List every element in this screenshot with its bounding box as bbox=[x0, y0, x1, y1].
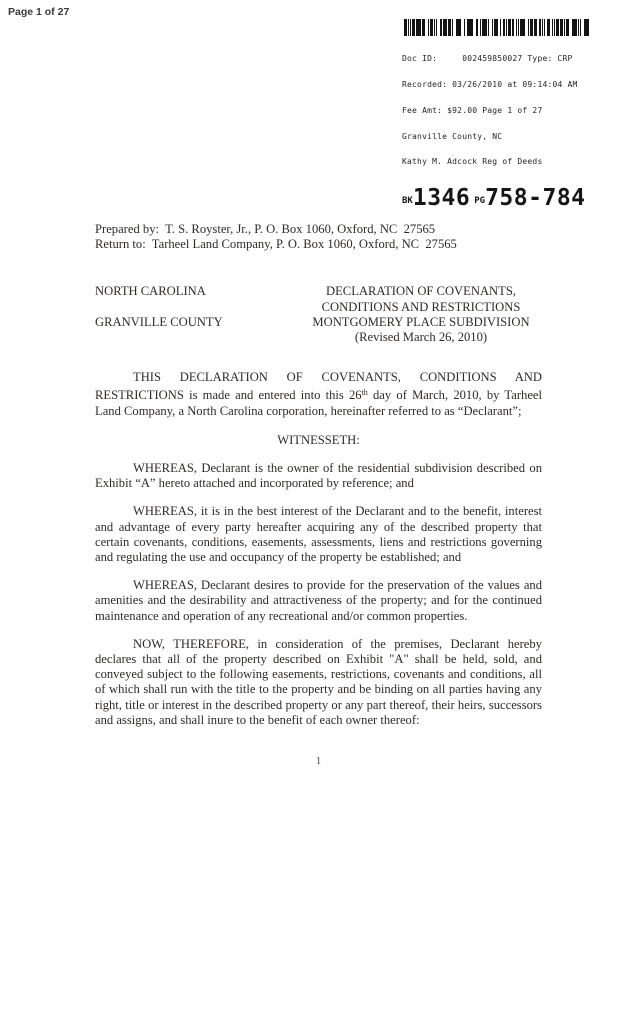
return-to-line: Return to: Tarheel Land Company, P. O. Box 1060, Oxford, NC 27565 bbox=[95, 237, 457, 252]
book-page-line bbox=[402, 185, 592, 211]
prepared-by-line: Prepared by: T. S. Royster, Jr., P. O. Box 1060, Oxford, NC 27565 bbox=[95, 222, 436, 236]
stamp-register: Kathy M. Adcock Reg of Deeds bbox=[402, 157, 543, 167]
page-range: 758-784 bbox=[485, 185, 586, 212]
document-title bbox=[300, 284, 542, 345]
page-label: PG bbox=[474, 196, 486, 207]
paragraph-whereas-1: WHEREAS, Declarant is the owner of the residential subdivision described on Exhibit “A” hereto attached and incorporated by reference; and bbox=[95, 461, 542, 491]
stamp-text-block bbox=[402, 38, 592, 184]
title-line-2: CONDITIONS AND RESTRICTIONS bbox=[321, 299, 521, 314]
caption-block bbox=[95, 284, 542, 345]
title-line-1: DECLARATION OF COVENANTS, bbox=[326, 284, 516, 299]
stamp-doc-id: Doc ID: 002459850027 Type: CRP bbox=[402, 54, 573, 64]
stamp-fee: Fee Amt: $92.00 Page 1 of 27 bbox=[402, 105, 543, 115]
page-indicator: Page 1 of 27 bbox=[8, 6, 70, 18]
stamp-recorded: Recorded: 03/26/2010 at 09:14:04 AM bbox=[402, 79, 578, 89]
paragraph-declaration-text-cont: day of March, 2010, by Tarheel Land Company, a North Carolina corporation, hereinafter referred to as “Declarant”; bbox=[95, 388, 542, 418]
title-line-3: MONTGOMERY PLACE SUBDIVISION bbox=[312, 314, 530, 329]
paragraph-declaration-text: THIS DECLARATION OF COVENANTS, CONDITIONS AND RESTRICTIONS is made and entered into this 26 bbox=[95, 370, 542, 403]
paragraph-whereas-2: WHEREAS, it is in the best interest of the Declarant and to the benefit, interest and advantage of every party hereafter acquiring any of the described property that certain covenants, conditions, easements, assessments, liens and restrictions governing and regulating the use and occupancy of the property be established; and bbox=[95, 504, 542, 565]
witnesseth-heading: WITNESSETH: bbox=[277, 432, 360, 447]
paragraph-declaration bbox=[95, 370, 542, 419]
paragraph-now-therefore: NOW, THEREFORE, in consideration of the premises, Declarant hereby declares that all of the property described on Exhibit "A" shall be held, sold, and conveyed subject to the following easements, restrictions, covenants and conditions, all of which shall run with the title to the property and be binding on all parties having any right, title or interest in the described property or any part thereof, their heirs, successors and assigns, and shall inure to the benefit of each owner thereof: bbox=[95, 636, 542, 727]
title-line-4: (Revised March 26, 2010) bbox=[354, 330, 488, 345]
paragraph-whereas-3: WHEREAS, Declarant desires to provide for the preservation of the values and amenities and the desirability and attractiveness of the property; and for the continued maintenance and operation of any recreational and/or common properties. bbox=[95, 578, 542, 623]
page-number: 1 bbox=[315, 755, 322, 768]
book-label: BK bbox=[402, 196, 413, 207]
ordinal-superscript: th bbox=[361, 388, 368, 398]
stamp-county: Granville County, NC bbox=[402, 131, 503, 141]
book-number: 1346 bbox=[412, 185, 471, 212]
state-name: NORTH CAROLINA bbox=[95, 284, 206, 299]
document-body bbox=[95, 222, 542, 769]
recording-stamp bbox=[402, 19, 592, 211]
county-name: GRANVILLE COUNTY bbox=[95, 314, 223, 329]
barcode-icon bbox=[404, 19, 590, 36]
caption-jurisdiction bbox=[95, 284, 265, 345]
